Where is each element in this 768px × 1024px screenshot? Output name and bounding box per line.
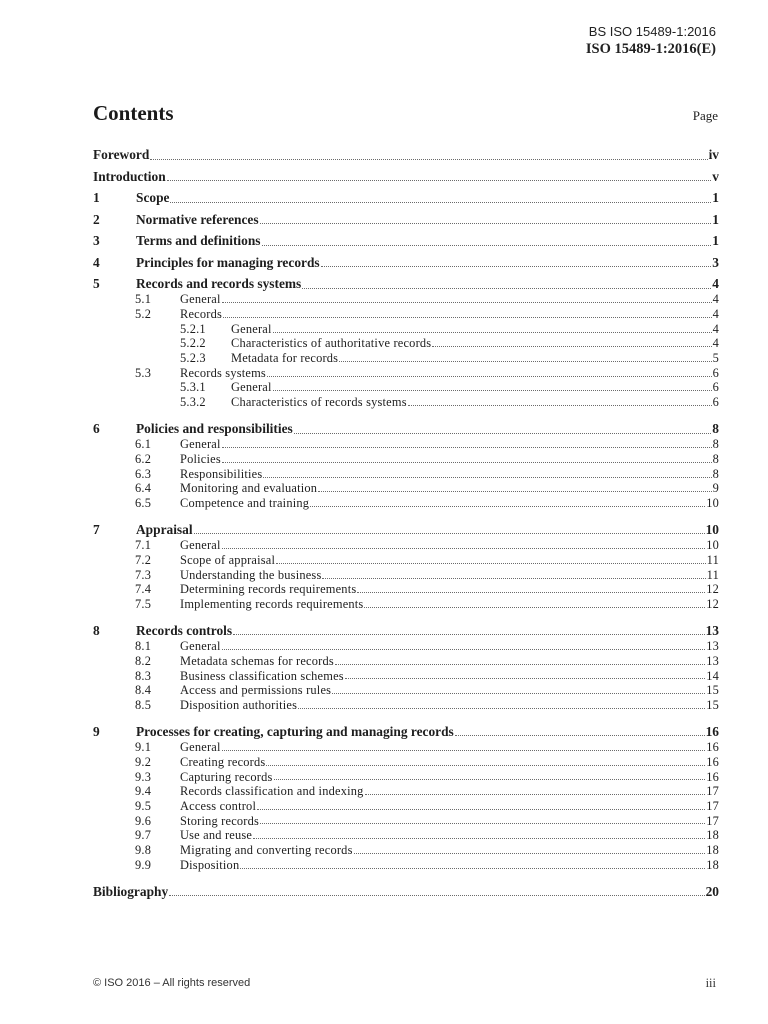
toc-dot-leader — [260, 223, 712, 224]
toc-entry-number: 8 — [93, 623, 100, 639]
toc-dot-leader — [335, 664, 705, 665]
toc-entry-page: 13 — [706, 653, 719, 668]
toc-entry-title: Disposition authorities — [180, 697, 298, 712]
toc-dot-leader — [222, 649, 706, 650]
toc-entry-title: Records and records systems — [136, 276, 302, 292]
toc-entry-title: General — [231, 380, 272, 395]
toc-entry[interactable] — [93, 755, 719, 770]
toc-entry-page: 16 — [706, 740, 719, 755]
toc-dot-leader — [263, 477, 711, 478]
toc-entry[interactable] — [93, 207, 719, 229]
toc-entry-number: 5.3.2 — [180, 395, 206, 410]
toc-dot-leader — [364, 607, 705, 608]
toc-entry[interactable] — [93, 669, 719, 684]
toc-entry-title: Records classification and indexing — [180, 784, 364, 799]
table-of-contents — [93, 142, 719, 900]
toc-entry-title: Records controls — [136, 623, 233, 639]
toc-entry[interactable] — [93, 271, 719, 293]
toc-entry-title: Creating records — [180, 754, 266, 769]
toc-entry[interactable] — [93, 828, 719, 843]
toc-entry[interactable] — [93, 142, 719, 164]
toc-entry[interactable] — [93, 416, 719, 438]
toc-entry-page: 1 — [712, 190, 719, 206]
toc-dot-leader — [273, 332, 712, 333]
toc-dot-leader — [223, 317, 712, 318]
toc-entry-page: 9 — [712, 481, 719, 496]
toc-entry-page: 4 — [712, 292, 719, 307]
toc-entry[interactable] — [93, 654, 719, 669]
toc-entry-title: Monitoring and evaluation — [180, 481, 318, 496]
toc-entry-page: 16 — [706, 754, 719, 769]
toc-entry-title: General — [180, 538, 221, 553]
toc-entry-title: Records systems — [180, 365, 266, 380]
toc-dot-leader — [274, 779, 706, 780]
toc-entry-page: 18 — [706, 828, 719, 843]
toc-entry-title: Bibliography — [93, 883, 169, 899]
toc-entry[interactable] — [93, 639, 719, 654]
toc-entry[interactable] — [93, 322, 719, 337]
toc-entry-page: 17 — [706, 798, 719, 813]
toc-entry[interactable] — [93, 879, 719, 901]
toc-entry-page: 12 — [706, 597, 719, 611]
toc-dot-leader — [222, 302, 712, 303]
toc-entry-title: Capturing records — [180, 769, 273, 784]
toc-entry[interactable] — [93, 784, 719, 799]
toc-entry-title: Disposition — [180, 857, 240, 872]
toc-entry-number: 5.2.3 — [180, 351, 206, 366]
toc-dot-leader — [321, 266, 712, 267]
toc-entry-title: Terms and definitions — [136, 233, 261, 249]
toc-entry-number: 9.6 — [135, 813, 152, 828]
toc-entry-title: Implementing records requirements — [180, 597, 364, 611]
toc-entry-page: 10 — [706, 496, 719, 511]
toc-entry-page: 18 — [706, 842, 719, 857]
toc-entry[interactable] — [93, 698, 719, 713]
toc-entry[interactable] — [93, 452, 719, 467]
toc-entry[interactable] — [93, 799, 719, 814]
toc-dot-leader — [365, 794, 706, 795]
toc-entry-page: 13 — [705, 623, 719, 639]
toc-entry-page: 8 — [712, 437, 719, 452]
page-number: iii — [705, 976, 716, 990]
toc-entry-page: 6 — [712, 365, 719, 380]
toc-entry-title: Responsibilities — [180, 466, 263, 481]
toc-entry[interactable] — [93, 395, 719, 410]
toc-entry-title: Characteristics of authoritative records — [231, 336, 432, 351]
toc-entry-title: Normative references — [136, 211, 259, 227]
toc-entry[interactable] — [93, 683, 719, 698]
toc-entry-page: 8 — [712, 452, 719, 466]
toc-entry-number: 9.3 — [135, 769, 152, 784]
toc-entry-page: 6 — [712, 395, 719, 410]
toc-entry[interactable] — [93, 351, 719, 366]
toc-dot-leader — [298, 708, 705, 709]
toc-entry-number: 8.4 — [135, 683, 152, 698]
toc-entry-number: 8.5 — [135, 697, 152, 712]
toc-entry-page: 20 — [705, 883, 719, 899]
toc-entry-title: Appraisal — [136, 522, 193, 538]
standard-designation-edition: ISO 15489-1:2016(E) — [585, 41, 716, 57]
toc-entry-number: 9 — [93, 724, 100, 740]
toc-dot-leader — [222, 462, 712, 463]
toc-entry[interactable] — [93, 250, 719, 272]
toc-entry-title: Policies and responsibilities — [136, 421, 293, 437]
toc-dot-leader — [222, 750, 706, 751]
toc-entry-number: 9.7 — [135, 828, 152, 843]
toc-entry[interactable] — [93, 538, 719, 553]
toc-entry-number: 8.2 — [135, 653, 152, 668]
toc-entry-title: Metadata schemas for records — [180, 653, 334, 668]
toc-entry[interactable] — [93, 597, 719, 612]
toc-entry-number: 9.9 — [135, 857, 152, 872]
toc-entry-title: General — [180, 437, 221, 452]
toc-entry-page: 11 — [706, 552, 719, 567]
toc-entry-page: 1 — [712, 211, 719, 227]
toc-dot-leader — [345, 678, 705, 679]
toc-dot-leader — [267, 376, 712, 377]
toc-entry-number: 7.3 — [135, 567, 152, 582]
toc-entry-number: 2 — [93, 211, 100, 227]
toc-dot-leader — [260, 823, 705, 824]
toc-entry-page: 4 — [712, 307, 719, 321]
toc-dot-leader — [294, 433, 712, 434]
toc-entry-number: 5.1 — [135, 292, 152, 307]
toc-dot-leader — [276, 563, 706, 564]
toc-entry-title: Introduction — [93, 168, 166, 184]
toc-entry-title: Access control — [180, 798, 257, 813]
toc-entry[interactable] — [93, 337, 719, 352]
toc-entry[interactable] — [93, 164, 719, 186]
toc-entry-number: 5.2 — [135, 307, 152, 321]
toc-entry-page: 4 — [712, 276, 719, 292]
toc-dot-leader — [408, 405, 712, 406]
toc-dot-leader — [266, 765, 705, 766]
toc-entry-number: 7.4 — [135, 582, 152, 597]
toc-entry-number: 5.2.2 — [180, 336, 206, 351]
toc-dot-leader — [194, 533, 705, 534]
toc-dot-leader — [302, 288, 711, 289]
toc-entry[interactable] — [93, 553, 719, 568]
toc-entry-page: 17 — [706, 784, 719, 799]
toc-entry-title: Use and reuse — [180, 828, 253, 843]
toc-entry[interactable] — [93, 185, 719, 207]
standard-designation: BS ISO 15489-1:2016 — [588, 24, 716, 39]
toc-entry[interactable] — [93, 583, 719, 598]
toc-dot-leader — [332, 693, 705, 694]
toc-entry-number: 5 — [93, 276, 100, 292]
toc-entry-number: 6.5 — [135, 496, 152, 511]
toc-entry-title: Metadata for records — [231, 351, 339, 366]
toc-entry-number: 7 — [93, 522, 100, 538]
toc-entry-title: Principles for managing records — [136, 254, 320, 270]
toc-dot-leader — [357, 592, 705, 593]
toc-entry-title: Access and permissions rules — [180, 683, 332, 698]
toc-entry-title: Migrating and converting records — [180, 842, 353, 857]
toc-entry-title: Business classification schemes — [180, 668, 344, 683]
toc-dot-leader — [432, 346, 711, 347]
toc-entry-number: 7.2 — [135, 552, 152, 567]
toc-entry-page: 15 — [706, 683, 719, 698]
toc-entry-number: 8.1 — [135, 639, 152, 654]
toc-entry-page: iv — [708, 147, 719, 163]
toc-entry-page: 18 — [706, 857, 719, 872]
toc-entry-title: Records — [180, 307, 223, 321]
toc-entry[interactable] — [93, 307, 719, 322]
toc-entry[interactable] — [93, 482, 719, 497]
toc-entry-title: Characteristics of records systems — [231, 395, 407, 410]
copyright-notice: © ISO 2016 – All rights reserved — [93, 977, 251, 989]
toc-entry[interactable] — [93, 740, 719, 755]
toc-dot-leader — [222, 548, 706, 549]
toc-entry[interactable] — [93, 814, 719, 829]
toc-entry-number: 7.1 — [135, 538, 152, 553]
toc-entry-page: 1 — [712, 233, 719, 249]
toc-entry-page: 3 — [712, 254, 719, 270]
toc-dot-leader — [222, 447, 712, 448]
toc-entry[interactable] — [93, 293, 719, 308]
toc-entry-page: 5 — [712, 351, 719, 366]
toc-dot-leader — [169, 895, 704, 896]
toc-entry-page: 11 — [706, 567, 719, 582]
toc-entry-page: 15 — [706, 697, 719, 712]
toc-dot-leader — [455, 735, 705, 736]
toc-entry[interactable] — [93, 228, 719, 250]
toc-dot-leader — [339, 361, 711, 362]
toc-entry-number: 6.1 — [135, 437, 152, 452]
toc-dot-leader — [233, 634, 705, 635]
toc-entry-number: 9.1 — [135, 740, 152, 755]
toc-entry-page: 12 — [706, 582, 719, 597]
toc-entry[interactable] — [93, 618, 719, 640]
toc-dot-leader — [354, 853, 706, 854]
toc-entry-number: 5.2.1 — [180, 321, 206, 336]
toc-entry[interactable] — [93, 568, 719, 583]
toc-entry-number: 5.3 — [135, 365, 152, 380]
toc-entry[interactable] — [93, 719, 719, 741]
toc-entry-title: Determining records requirements — [180, 582, 357, 597]
toc-entry-page: 4 — [712, 321, 719, 336]
toc-entry-page: 8 — [712, 421, 719, 437]
toc-entry-title: Competence and training — [180, 496, 310, 511]
toc-entry-number: 5.3.1 — [180, 380, 206, 395]
toc-entry-page: 6 — [712, 380, 719, 395]
toc-entry-title: Processes for creating, capturing and managing records — [136, 724, 454, 740]
toc-entry-number: 4 — [93, 254, 100, 270]
toc-entry-page: 16 — [706, 769, 719, 784]
page-title: Contents — [93, 101, 174, 125]
toc-entry[interactable] — [93, 517, 719, 539]
toc-dot-leader — [150, 159, 707, 160]
toc-entry-page: 17 — [706, 813, 719, 828]
toc-dot-leader — [167, 180, 712, 181]
toc-entry-title: General — [231, 321, 272, 336]
toc-entry-title: General — [180, 639, 221, 654]
toc-dot-leader — [240, 868, 705, 869]
toc-entry-number: 8.3 — [135, 668, 152, 683]
toc-entry-page: v — [712, 168, 719, 184]
toc-dot-leader — [310, 506, 705, 507]
toc-entry-page: 14 — [706, 668, 719, 683]
toc-entry-title: Policies — [180, 452, 221, 466]
toc-entry-page: 13 — [706, 639, 719, 654]
toc-entry-title: Storing records — [180, 813, 260, 828]
toc-entry[interactable] — [93, 381, 719, 396]
toc-dot-leader — [273, 390, 712, 391]
toc-dot-leader — [257, 809, 705, 810]
toc-entry-number: 9.4 — [135, 784, 152, 799]
page-column-label: Page — [692, 108, 718, 123]
toc-entry-number: 9.8 — [135, 842, 152, 857]
toc-entry[interactable] — [93, 467, 719, 482]
toc-entry-title: Scope of appraisal — [180, 552, 276, 567]
toc-entry[interactable] — [93, 366, 719, 381]
toc-entry[interactable] — [93, 438, 719, 453]
toc-entry[interactable] — [93, 770, 719, 785]
toc-dot-leader — [262, 245, 712, 246]
toc-entry[interactable] — [93, 496, 719, 511]
toc-entry-number: 6.2 — [135, 452, 152, 466]
toc-dot-leader — [322, 578, 705, 579]
toc-entry-title: Understanding the business — [180, 567, 322, 582]
toc-entry-title: General — [180, 292, 221, 307]
toc-entry[interactable] — [93, 858, 719, 873]
toc-entry-page: 16 — [705, 724, 719, 740]
toc-entry-title: Scope — [136, 190, 170, 206]
toc-entry-page: 10 — [705, 522, 719, 538]
toc-entry-page: 4 — [712, 336, 719, 351]
toc-entry[interactable] — [93, 843, 719, 858]
toc-entry-number: 6.4 — [135, 481, 152, 496]
toc-dot-leader — [253, 838, 705, 839]
toc-entry-page: 8 — [712, 466, 719, 481]
toc-dot-leader — [318, 491, 711, 492]
toc-entry-number: 6 — [93, 421, 100, 437]
toc-entry-number: 9.5 — [135, 798, 152, 813]
toc-dot-leader — [170, 202, 711, 203]
toc-entry-page: 10 — [706, 538, 719, 553]
toc-entry-title: Foreword — [93, 147, 150, 163]
toc-entry-number: 6.3 — [135, 466, 152, 481]
toc-entry-number: 3 — [93, 233, 100, 249]
toc-entry-number: 9.2 — [135, 754, 152, 769]
toc-entry-number: 1 — [93, 190, 100, 206]
toc-entry-title: General — [180, 740, 221, 755]
toc-entry-number: 7.5 — [135, 597, 152, 611]
